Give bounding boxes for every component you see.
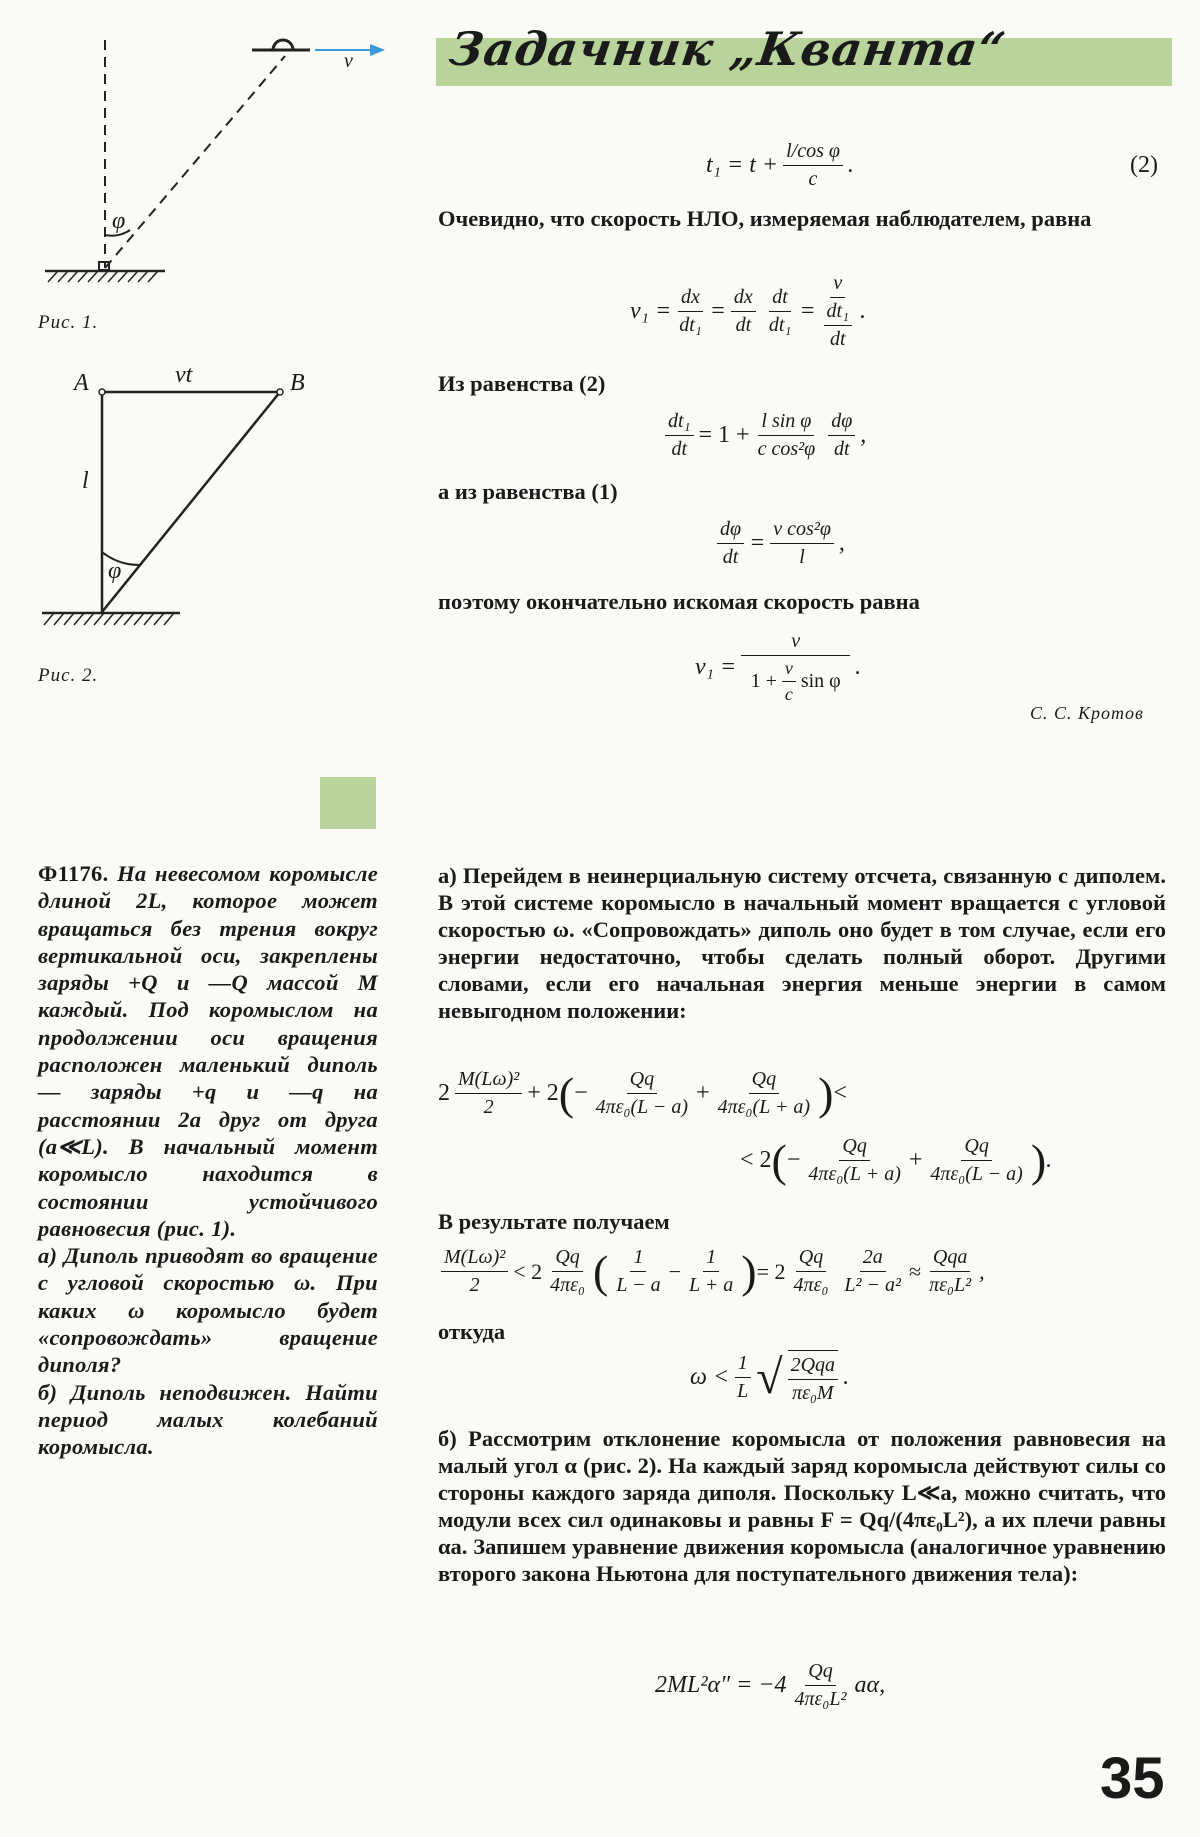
fraction [676,286,705,337]
fraction [717,518,744,569]
numerator: dx [731,286,756,312]
fraction [734,1352,751,1403]
fig2-label-phi: φ [108,558,122,584]
denominator: 4πε₀ [793,1274,829,1296]
fraction [686,1246,736,1297]
problem-statement [38,860,378,1461]
fraction [821,272,856,351]
equation-motion [655,1660,885,1711]
problem-part-b: б) Диполь неподвижен. Найти период малых колебаний коромысла. [38,1379,378,1460]
less-than-two: < 2 [513,1258,543,1284]
fraction [791,1246,832,1297]
denominator: 4πε₀(L + a) [717,1096,811,1118]
equation-energy-2 [740,1135,1052,1186]
equation-dphi [712,518,845,569]
numerator: 1 [703,1246,719,1272]
denominator: 4πε₀(L − a) [930,1163,1023,1185]
fraction [770,518,834,569]
equation-v1 [630,272,866,351]
left-paren: ( [558,1067,575,1119]
paragraph-from-eq1: а из равенства (1) [438,479,618,504]
problem-number: Ф1176. [38,861,109,886]
denominator: 4πε₀(L − a) [595,1096,689,1118]
denominator: c cos²φ [757,438,816,460]
page-number: 35 [1100,1746,1165,1811]
eq-tail: , [979,1258,985,1284]
eq-lhs: v₁ = [695,654,737,680]
fig2-label-vt: vt [175,362,193,388]
fraction [741,630,850,705]
right-paren: ) [818,1067,834,1119]
decorative-green-square [320,777,376,829]
denominator: dt₁ [768,314,792,336]
denominator: dt₁ [679,314,702,336]
equation-dt1 [660,410,866,461]
point-b [277,389,283,395]
ground-hatching [44,613,174,625]
eq-tail: . [843,1364,850,1390]
figure-2 [30,370,330,640]
denominator: L [737,1380,749,1402]
numerator: Qq [961,1135,991,1161]
plus: + [908,1147,923,1173]
denominator: l [799,546,805,568]
problem-part-a: а) Диполь приводят во вращение с угловой скоростью ω. При каких ω коромысло будет «сопровождать» вращение диполя? [38,1243,378,1378]
fraction [828,410,855,461]
plus-two: + 2 [527,1080,559,1106]
denominator: dt [830,328,846,350]
eq-tail: . [847,152,854,178]
paragraph-therefore: поэтому окончательно искомая скорость равна [438,589,920,614]
solution-part-b: б) Рассмотрим отклонение коромысла от положения равновесия на малый угол α (рис. 2). На каждый заряд коромысла действуют силы со стороны каждого заряда диполя. Поскольку L≪a, можно считать, что модули всех сил одинаковы и равны F = Qq/(4πε₀L²), а их плечи равны αa. Запишем уравнение движения коромысла (аналогичное уравнению второго закона Ньютона для поступательного движения тела): [438,1426,1166,1586]
denominator: dt [735,314,752,336]
minus: − [574,1080,588,1106]
eq-mid: = 1 + [698,422,750,448]
paragraph-from-eq2: Из равенства (2) [438,371,606,396]
left-paren: ( [593,1245,609,1297]
denominator: L + a [689,1274,734,1296]
ground-hatching [48,271,158,282]
denominator: πε₀M [792,1382,834,1404]
numerator: 1 [630,1246,646,1272]
numerator: M(Lω)² [455,1068,522,1094]
right-paren: ) [741,1245,757,1297]
numerator: dt₁ [824,300,853,326]
numerator: 1 [735,1352,751,1378]
coef: 2 [438,1080,450,1106]
denominator: 4πε₀ [550,1274,586,1296]
numerator: Qqa [930,1246,970,1272]
fig1-phi-label: φ [112,208,126,234]
fig2-label-b: B [290,370,305,396]
paragraph-result: В результате получаем [438,1209,670,1234]
sqrt-sign: √ [756,1351,783,1404]
fraction [755,410,819,461]
fraction [927,1135,1025,1186]
denominator: c [808,168,818,190]
problem-text: На невесомом коромысле длиной 2L, которое может вращаться без трения вокруг вертикальной оси, закреплены заряды +Q и —Q массой M каждый. Под коромыслом на продолжении оси вращения расположен маленький диполь — заряды +q и —q на расстоянии 2a друг от друга (a≪L). В начальный момент коромысло находится в состоянии устойчивого равновесия (рис. 1). [38,861,378,1241]
numerator: l/cos φ [783,140,843,166]
eq-lhs: 2ML²α″ = −4 [655,1672,787,1698]
section-title: Задачник „Кванта“ [446,22,1010,76]
paragraph-whence: откуда [438,1319,506,1344]
fig2-label-a: A [74,370,89,396]
equation-2 [706,140,854,191]
velocity-arrowhead [370,44,385,56]
numerator: dt₁ [665,410,694,436]
fraction [441,1246,508,1297]
denominator [821,298,856,351]
fraction [455,1068,522,1119]
numerator: Qq [839,1135,869,1161]
eq-lhs: v₁ = [630,298,672,324]
den-pre: 1 + [750,670,777,692]
eq-tail: . [855,654,862,680]
equation-energy-1 [438,1068,847,1119]
plus: + [696,1080,710,1106]
eq-lhs: ω < [690,1364,730,1390]
denominator: L − a [616,1274,661,1296]
equals: = [709,298,726,324]
eq-tail: . [1046,1147,1053,1173]
fraction [731,286,756,337]
equation-omega [690,1350,849,1405]
equation-result [436,1246,985,1297]
fraction [665,410,694,461]
less-than-two: < 2 [740,1147,772,1173]
numerator: dx [678,286,703,312]
fig2-caption: Рис. 2. [38,665,99,686]
line-of-sight [105,56,285,268]
denominator: 4πε₀L² [794,1688,847,1710]
denominator: c [784,684,793,704]
fraction [841,1246,904,1297]
numerator: v [741,630,850,656]
hypotenuse [102,392,280,612]
den-post: sin φ [800,670,841,692]
figure-1 [30,30,410,310]
left-paren: ( [771,1134,787,1186]
point-a [99,389,105,395]
numerator: dφ [717,518,744,544]
numerator: 2a [860,1246,886,1272]
equals-two: = 2 [756,1258,786,1284]
numerator: Qq [552,1246,582,1272]
numerator: dt [769,286,791,312]
numerator: Qq [627,1068,657,1094]
eq-tail: . [860,298,867,324]
equation-number: (2) [1130,152,1158,178]
denominator: 2 [469,1274,480,1296]
fraction [613,1246,663,1297]
eq-lhs: t₁ = t + [706,152,779,178]
fraction [792,1660,850,1711]
denominator: dt [671,438,688,460]
numerator: v [830,272,845,298]
less-than: < [833,1080,847,1106]
denominator: dt [833,438,850,460]
minus: − [668,1258,682,1284]
fig1-v-label: v [344,50,353,72]
numerator: dφ [828,410,855,436]
fraction [766,286,795,337]
approx: ≈ [909,1258,922,1284]
solution-part-a: а) Перейдем в неинерциальную систему отсчета, связанную с диполем. В этой системе коромысло в начальный момент вращается с угловой скоростью ω. «Сопровождать» диполь оно будет в том случае, если его энергии недостаточно, чтобы сделать полный оборот. Другими словами, если его начальная энергия меньше энергии в самом невыгодном положении: [438,863,1166,1023]
fig1-caption: Рис. 1. [38,312,99,333]
numerator: l sin φ [758,410,814,436]
fraction [593,1068,691,1119]
equals: = [749,530,766,556]
denominator: 2 [483,1096,494,1118]
fraction [926,1246,974,1297]
numerator: v cos²φ [770,518,834,544]
minus: − [786,1147,801,1173]
author: С. С. Кротов [1030,703,1144,723]
fraction [788,1350,838,1405]
fraction [805,1135,903,1186]
fraction [783,140,843,191]
numerator: Qq [805,1660,835,1686]
paragraph-obviously: Очевидно, что скорость НЛО, измеряемая наблюдателем, равна [438,206,1092,231]
denominator: πε₀L² [929,1274,972,1296]
equation-final-velocity [695,630,861,705]
fig2-label-l: l [82,468,89,494]
denominator: dt [722,546,739,568]
numerator: 2Qqa [788,1354,838,1380]
eq-tail: aα, [854,1672,886,1698]
numerator: Qq [749,1068,779,1094]
denominator: 4πε₀(L + a) [808,1163,901,1185]
right-paren: ) [1030,1134,1047,1186]
eq-tail: , [838,530,845,556]
numerator: M(Lω)² [441,1246,508,1272]
denominator: L² − a² [844,1274,902,1296]
fraction [715,1068,813,1119]
equals: = [799,298,816,324]
numerator: Qq [796,1246,826,1272]
numerator: v [782,658,796,682]
eq-tail: , [860,422,867,448]
fraction [547,1246,588,1297]
denominator [748,656,844,705]
